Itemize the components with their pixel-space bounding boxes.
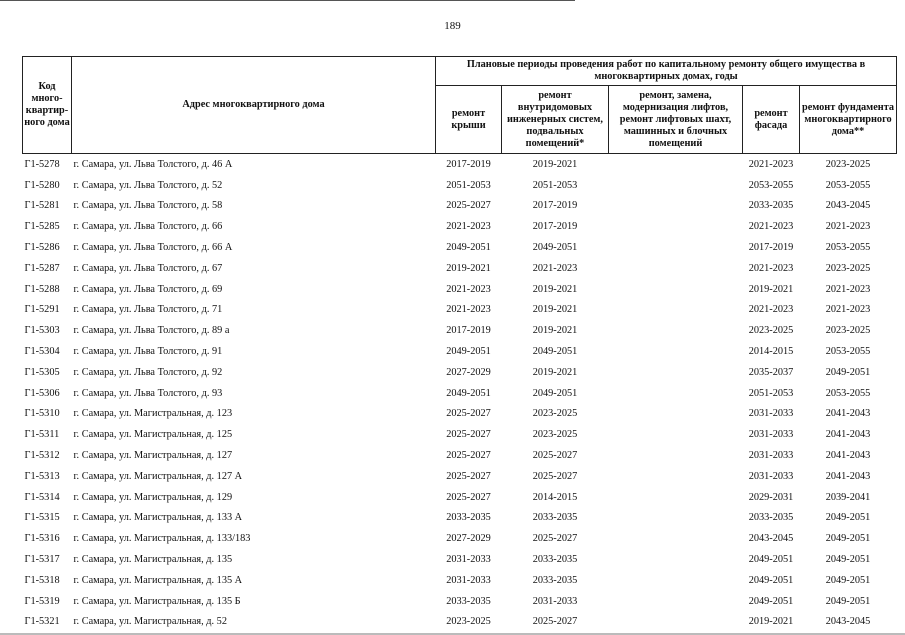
cell-systems: 2025-2027 <box>532 450 578 462</box>
cell-foundation: 2053-2055 <box>825 387 871 399</box>
header-elevators: ремонт, замена, модернизация лифтов, ремонт лифтовых шахт, машинных и блочных помещений <box>609 86 743 154</box>
cell-address: г. Самара, ул. Магистральная, д. 133/183 <box>73 533 251 545</box>
cell-facade: 2021-2023 <box>748 158 794 170</box>
cell-code: Г1-5311 <box>24 429 60 441</box>
table-row <box>23 175 897 196</box>
cell-elevators <box>609 196 743 217</box>
cell-elevators <box>609 154 743 175</box>
cell-foundation: 2041-2043 <box>825 408 871 420</box>
cell-facade: 2031-2033 <box>748 408 794 420</box>
cell-address: г. Самара, ул. Магистральная, д. 123 <box>73 408 233 420</box>
table-row <box>23 320 897 341</box>
cell-roof: 2025-2027 <box>446 470 491 482</box>
table-row <box>23 341 897 362</box>
cell-address: г. Самара, ул. Льва Толстого, д. 66 <box>73 221 223 233</box>
cell-facade: 2023-2025 <box>748 325 794 337</box>
cell-systems: 2049-2051 <box>532 346 578 358</box>
cell-code: Г1-5312 <box>24 450 60 462</box>
cell-systems: 2031-2033 <box>532 595 578 607</box>
cell-foundation: 2041-2043 <box>825 450 871 462</box>
cell-address: г. Самара, ул. Магистральная, д. 135 <box>73 554 233 566</box>
table-row <box>23 487 897 508</box>
cell-systems: 2049-2051 <box>532 242 578 254</box>
table-row <box>23 508 897 529</box>
table-row <box>23 445 897 466</box>
cell-address: г. Самара, ул. Магистральная, д. 52 <box>73 616 227 628</box>
cell-elevators <box>609 508 743 529</box>
cell-roof: 2049-2051 <box>446 387 491 399</box>
cell-foundation: 2049-2051 <box>825 554 871 566</box>
cell-code: Г1-5280 <box>24 179 60 191</box>
cell-code: Г1-5306 <box>24 387 60 399</box>
cell-foundation: 2049-2051 <box>825 512 871 524</box>
cell-facade: 2031-2033 <box>748 470 794 482</box>
cell-address: г. Самара, ул. Магистральная, д. 135 Б <box>73 595 241 607</box>
cell-foundation: 2049-2051 <box>825 533 871 545</box>
table-row <box>23 279 897 300</box>
cell-facade: 2029-2031 <box>748 491 794 503</box>
table-row <box>23 591 897 612</box>
cell-elevators <box>609 404 743 425</box>
cell-elevators <box>609 341 743 362</box>
cell-roof: 2031-2033 <box>446 574 491 586</box>
cell-facade: 2021-2023 <box>748 262 794 274</box>
cell-foundation: 2053-2055 <box>825 179 871 191</box>
table-row <box>23 300 897 321</box>
cell-systems: 2023-2025 <box>532 429 578 441</box>
table-row <box>23 237 897 258</box>
table-row <box>23 216 897 237</box>
cell-elevators <box>609 258 743 279</box>
cell-code: Г1-5286 <box>24 242 60 254</box>
cell-systems: 2017-2019 <box>532 221 578 233</box>
cell-address: г. Самара, ул. Льва Толстого, д. 52 <box>73 179 223 191</box>
cell-facade: 2043-2045 <box>748 533 794 545</box>
cell-roof: 2021-2023 <box>446 283 491 295</box>
cell-code: Г1-5318 <box>24 574 60 586</box>
cell-facade: 2049-2051 <box>748 574 794 586</box>
table-row <box>23 258 897 279</box>
cell-facade: 2035-2037 <box>748 366 794 378</box>
cell-elevators <box>609 570 743 591</box>
table-row <box>23 424 897 445</box>
cell-roof: 2051-2053 <box>446 179 491 191</box>
cell-facade: 2017-2019 <box>748 242 794 254</box>
cell-roof: 2019-2021 <box>446 262 491 274</box>
cell-roof: 2017-2019 <box>446 158 491 170</box>
cell-elevators <box>609 612 743 633</box>
cell-facade: 2031-2033 <box>748 450 794 462</box>
cell-facade: 2049-2051 <box>748 595 794 607</box>
cell-facade: 2021-2023 <box>748 221 794 233</box>
cell-systems: 2033-2035 <box>532 574 578 586</box>
cell-roof: 2017-2019 <box>446 325 491 337</box>
cell-roof: 2049-2051 <box>446 242 491 254</box>
cell-code: Г1-5303 <box>24 325 60 337</box>
cell-code: Г1-5321 <box>24 616 60 628</box>
cell-systems: 2019-2021 <box>532 304 578 316</box>
cell-foundation: 2021-2023 <box>825 304 871 316</box>
cell-roof: 2049-2051 <box>446 346 491 358</box>
cell-foundation: 2023-2025 <box>825 262 871 274</box>
cell-facade: 2033-2035 <box>748 512 794 524</box>
cell-address: г. Самара, ул. Льва Толстого, д. 69 <box>73 283 223 295</box>
cell-address: г. Самара, ул. Магистральная, д. 135 А <box>73 574 243 586</box>
cell-facade: 2051-2053 <box>748 387 794 399</box>
table-row <box>23 549 897 570</box>
cell-code: Г1-5317 <box>24 554 60 566</box>
cell-elevators <box>609 591 743 612</box>
table-row <box>23 570 897 591</box>
cell-elevators <box>609 528 743 549</box>
cell-systems: 2019-2021 <box>532 325 578 337</box>
cell-address: г. Самара, ул. Льва Толстого, д. 58 <box>73 200 223 212</box>
cell-code: Г1-5313 <box>24 470 60 482</box>
table-row <box>23 404 897 425</box>
cell-address: г. Самара, ул. Льва Толстого, д. 71 <box>73 304 223 316</box>
cell-foundation: 2021-2023 <box>825 221 871 233</box>
header-foundation: ремонт фундамента многоквартирного дома** <box>800 86 897 154</box>
header-facade: ремонт фасада <box>743 86 800 154</box>
cell-code: Г1-5314 <box>24 491 60 503</box>
cell-systems: 2025-2027 <box>532 533 578 545</box>
cell-code: Г1-5304 <box>24 346 60 358</box>
cell-elevators <box>609 216 743 237</box>
cell-elevators <box>609 383 743 404</box>
cell-code: Г1-5310 <box>24 408 60 420</box>
cell-systems: 2014-2015 <box>532 491 578 503</box>
cell-foundation: 2041-2043 <box>825 470 871 482</box>
capital-repair-table <box>22 56 897 632</box>
cell-facade: 2031-2033 <box>748 429 794 441</box>
cell-address: г. Самара, ул. Льва Толстого, д. 67 <box>73 262 223 274</box>
table-body <box>23 154 897 633</box>
cell-elevators <box>609 279 743 300</box>
cell-elevators <box>609 487 743 508</box>
cell-systems: 2019-2021 <box>532 158 578 170</box>
page-number: 189 <box>444 20 461 32</box>
cell-address: г. Самара, ул. Льва Толстого, д. 89 а <box>73 325 230 337</box>
cell-elevators <box>609 466 743 487</box>
table-row <box>23 466 897 487</box>
header-periods-group: Плановые периоды проведения работ по капитальному ремонту общего имущества в многоквартирных домах, годы <box>436 57 897 86</box>
cell-elevators <box>609 175 743 196</box>
table-row <box>23 528 897 549</box>
cell-facade: 2033-2035 <box>748 200 794 212</box>
cell-address: г. Самара, ул. Льва Толстого, д. 92 <box>73 366 223 378</box>
header-systems: ремонт внутридомовых инженерных систем, подвальных помещений* <box>502 86 609 154</box>
cell-foundation: 2023-2025 <box>825 325 871 337</box>
cell-address: г. Самара, ул. Льва Толстого, д. 91 <box>73 346 223 358</box>
cell-code: Г1-5305 <box>24 366 60 378</box>
cell-address: г. Самара, ул. Магистральная, д. 125 <box>73 429 233 441</box>
cell-foundation: 2049-2051 <box>825 595 871 607</box>
cell-systems: 2025-2027 <box>532 616 578 628</box>
cell-code: Г1-5319 <box>24 595 60 607</box>
cell-roof: 2025-2027 <box>446 200 491 212</box>
cell-roof: 2025-2027 <box>446 491 491 503</box>
cell-roof: 2033-2035 <box>446 595 491 607</box>
cell-foundation: 2021-2023 <box>825 283 871 295</box>
cell-code: Г1-5285 <box>24 221 60 233</box>
cell-systems: 2025-2027 <box>532 470 578 482</box>
top-rule <box>0 0 575 1</box>
cell-elevators <box>609 424 743 445</box>
cell-systems: 2023-2025 <box>532 408 578 420</box>
cell-code: Г1-5287 <box>24 262 60 274</box>
cell-foundation: 2049-2051 <box>825 366 871 378</box>
cell-code: Г1-5315 <box>24 512 60 524</box>
cell-address: г. Самара, ул. Льва Толстого, д. 46 А <box>73 158 233 170</box>
cell-roof: 2021-2023 <box>446 304 491 316</box>
cell-systems: 2033-2035 <box>532 554 578 566</box>
cell-roof: 2025-2027 <box>446 450 491 462</box>
cell-roof: 2031-2033 <box>446 554 491 566</box>
cell-facade: 2021-2023 <box>748 304 794 316</box>
cell-foundation: 2041-2043 <box>825 429 871 441</box>
cell-roof: 2021-2023 <box>446 221 491 233</box>
cell-address: г. Самара, ул. Льва Толстого, д. 66 А <box>73 242 233 254</box>
cell-code: Г1-5278 <box>24 158 60 170</box>
cell-facade: 2049-2051 <box>748 554 794 566</box>
cell-address: г. Самара, ул. Магистральная, д. 133 А <box>73 512 243 524</box>
cell-facade: 2019-2021 <box>748 616 794 628</box>
cell-address: г. Самара, ул. Магистральная, д. 129 <box>73 491 233 503</box>
cell-elevators <box>609 320 743 341</box>
cell-elevators <box>609 549 743 570</box>
cell-roof: 2033-2035 <box>446 512 491 524</box>
header-roof: ремонт крыши <box>436 86 502 154</box>
cell-address: г. Самара, ул. Магистральная, д. 127 <box>73 450 233 462</box>
cell-systems: 2021-2023 <box>532 262 578 274</box>
cell-roof: 2025-2027 <box>446 408 491 420</box>
cell-foundation: 2053-2055 <box>825 346 871 358</box>
cell-systems: 2019-2021 <box>532 366 578 378</box>
cell-code: Г1-5291 <box>24 304 60 316</box>
cell-elevators <box>609 237 743 258</box>
cell-elevators <box>609 362 743 383</box>
cell-systems: 2051-2053 <box>532 179 578 191</box>
cell-systems: 2049-2051 <box>532 387 578 399</box>
table-row <box>23 612 897 633</box>
table-row <box>23 154 897 175</box>
cell-facade: 2019-2021 <box>748 283 794 295</box>
cell-facade: 2053-2055 <box>748 179 794 191</box>
cell-systems: 2017-2019 <box>532 200 578 212</box>
cell-code: Г1-5281 <box>24 200 60 212</box>
header-code: Код много-квартир-ного дома <box>23 57 72 154</box>
cell-roof: 2025-2027 <box>446 429 491 441</box>
cell-code: Г1-5288 <box>24 283 60 295</box>
cell-roof: 2027-2029 <box>446 366 491 378</box>
cell-roof: 2023-2025 <box>446 616 491 628</box>
table-row <box>23 362 897 383</box>
cell-foundation: 2049-2051 <box>825 574 871 586</box>
cell-foundation: 2053-2055 <box>825 242 871 254</box>
header-address: Адрес многоквартирного дома <box>72 57 436 154</box>
cell-systems: 2033-2035 <box>532 512 578 524</box>
cell-systems: 2019-2021 <box>532 283 578 295</box>
cell-address: г. Самара, ул. Магистральная, д. 127 А <box>73 470 243 482</box>
cell-facade: 2014-2015 <box>748 346 794 358</box>
table-row <box>23 383 897 404</box>
cell-foundation: 2043-2045 <box>825 200 871 212</box>
cell-foundation: 2039-2041 <box>825 491 871 503</box>
cell-foundation: 2043-2045 <box>825 616 871 628</box>
cell-roof: 2027-2029 <box>446 533 491 545</box>
cell-address: г. Самара, ул. Льва Толстого, д. 93 <box>73 387 223 399</box>
table-row <box>23 196 897 217</box>
cell-code: Г1-5316 <box>24 533 60 545</box>
cell-elevators <box>609 445 743 466</box>
cell-elevators <box>609 300 743 321</box>
cell-foundation: 2023-2025 <box>825 158 871 170</box>
